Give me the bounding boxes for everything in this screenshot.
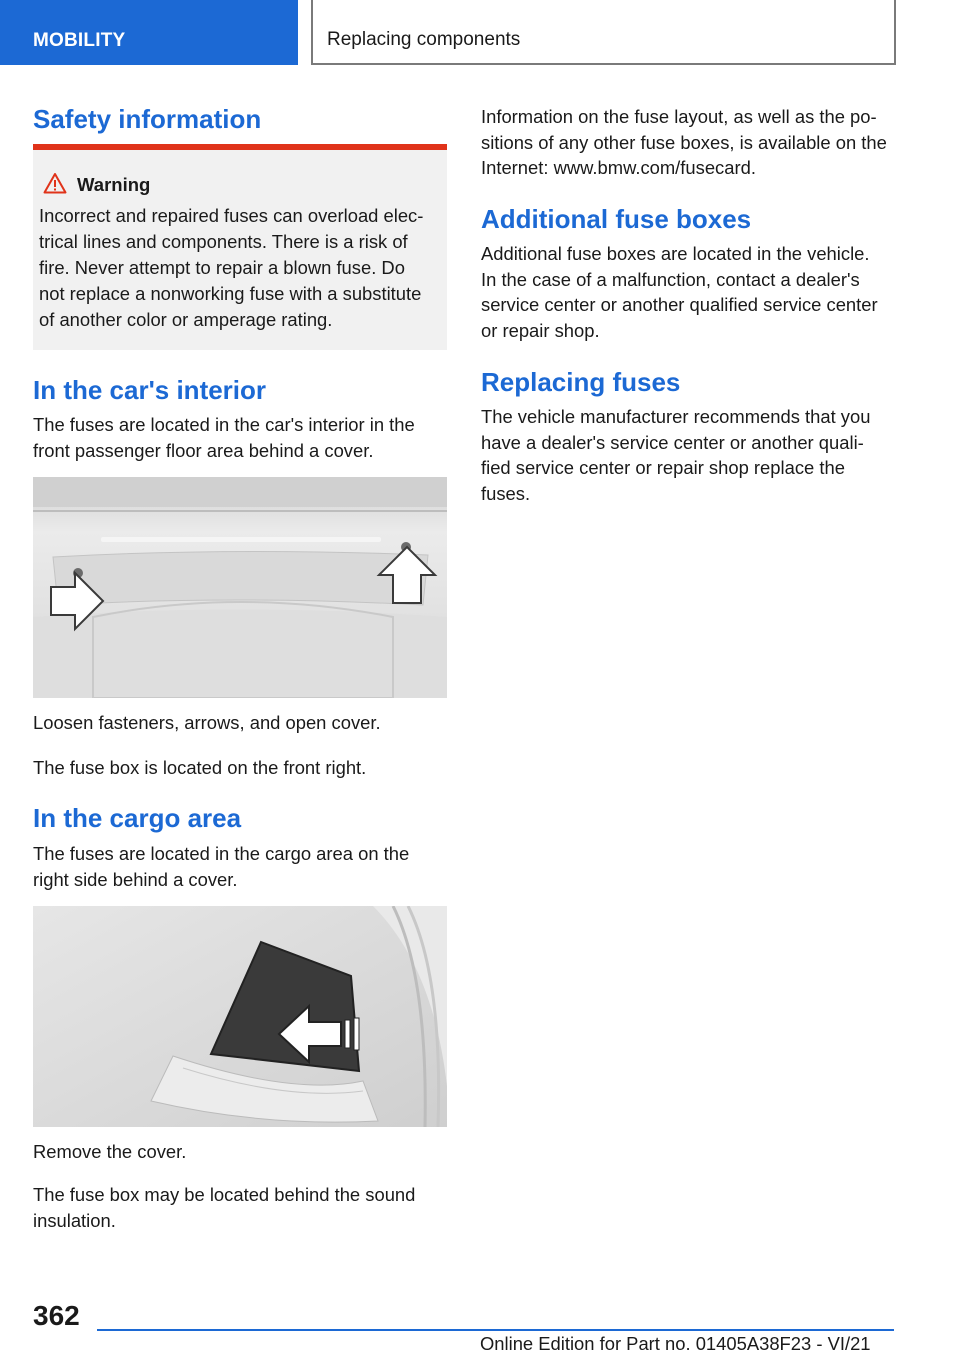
- fuse-layout-intro: [481, 104, 887, 181]
- interior-fuse-cover-photo: [33, 477, 447, 698]
- page-number: 362: [33, 1300, 80, 1331]
- warning-text: [39, 203, 423, 333]
- text-line: sitions of any other fuse boxes, is available on the: [481, 131, 887, 153]
- safety-heading: Safety information: [33, 104, 262, 134]
- text-line: fuses.: [481, 482, 531, 504]
- text-line: The fuses are located in the car's interior in the: [33, 414, 415, 435]
- additional-heading: Additional fuse boxes: [481, 204, 752, 234]
- cargo-fuse-cover-photo: [33, 906, 447, 1127]
- warning-line: trical lines and components. There is a risk of: [39, 231, 408, 252]
- warning-line: Incorrect and repaired fuses can overload elec‐: [39, 205, 424, 226]
- text-line: Additional fuse boxes are located in the vehicle.: [481, 243, 870, 264]
- text-line: fied service center or repair shop replace the: [481, 457, 845, 478]
- text-line: front passenger floor area behind a cover.: [33, 439, 374, 461]
- cargo-note: [33, 1182, 415, 1233]
- interior-step: [33, 710, 381, 736]
- chapter-header: [311, 0, 896, 65]
- text-line: Internet: www.bmw.com/fusecard.: [481, 157, 756, 178]
- text-line: Information on the fuse layout, as well as the po‐: [481, 106, 877, 127]
- warning-line: of another color or amperage rating.: [39, 309, 333, 330]
- edition-info: Online Edition for Part no. 01405A38F23 - VI/21: [480, 1333, 871, 1354]
- section-tab: [0, 0, 298, 65]
- text-line: The fuse box is located on the front right.: [33, 757, 367, 778]
- cargo-step: [33, 1139, 186, 1165]
- text-line: service center or another qualified service center: [481, 294, 878, 315]
- text-line: Remove the cover.: [33, 1141, 187, 1162]
- warning-title: Warning: [77, 174, 151, 195]
- chapter-label: Replacing components: [327, 29, 521, 50]
- text-line: or repair shop.: [481, 319, 600, 341]
- text-line: insulation.: [33, 1209, 116, 1231]
- cargo-heading: In the cargo area: [33, 803, 242, 833]
- warning-box: [33, 144, 447, 350]
- warning-line: not replace a nonworking fuse with a substitute: [39, 283, 422, 304]
- text-line: Loosen fasteners, arrows, and open cover.: [33, 712, 381, 733]
- text-line: The fuse box may be located behind the sound: [33, 1184, 416, 1205]
- text-line: The vehicle manufacturer recommends that you: [481, 406, 871, 427]
- interior-location: [33, 755, 366, 781]
- interior-heading: In the car's interior: [33, 375, 267, 405]
- footer-divider: [97, 1329, 894, 1331]
- warning-line: fire. Never attempt to repair a blown fuse. Do: [39, 257, 405, 278]
- warning-triangle-icon: [43, 172, 67, 194]
- replacing-heading: Replacing fuses: [481, 367, 681, 397]
- replacing-paragraph: [481, 404, 870, 506]
- text-line: have a dealer's service center or another quali‐: [481, 431, 864, 453]
- additional-paragraph: [481, 241, 878, 343]
- section-label: MOBILITY: [33, 30, 126, 51]
- text-line: In the case of a malfunction, contact a dealer's: [481, 268, 860, 290]
- text-line: right side behind a cover.: [33, 868, 238, 890]
- text-line: The fuses are located in the cargo area on the: [33, 843, 410, 864]
- interior-paragraph: [33, 412, 415, 463]
- cargo-paragraph: [33, 841, 409, 892]
